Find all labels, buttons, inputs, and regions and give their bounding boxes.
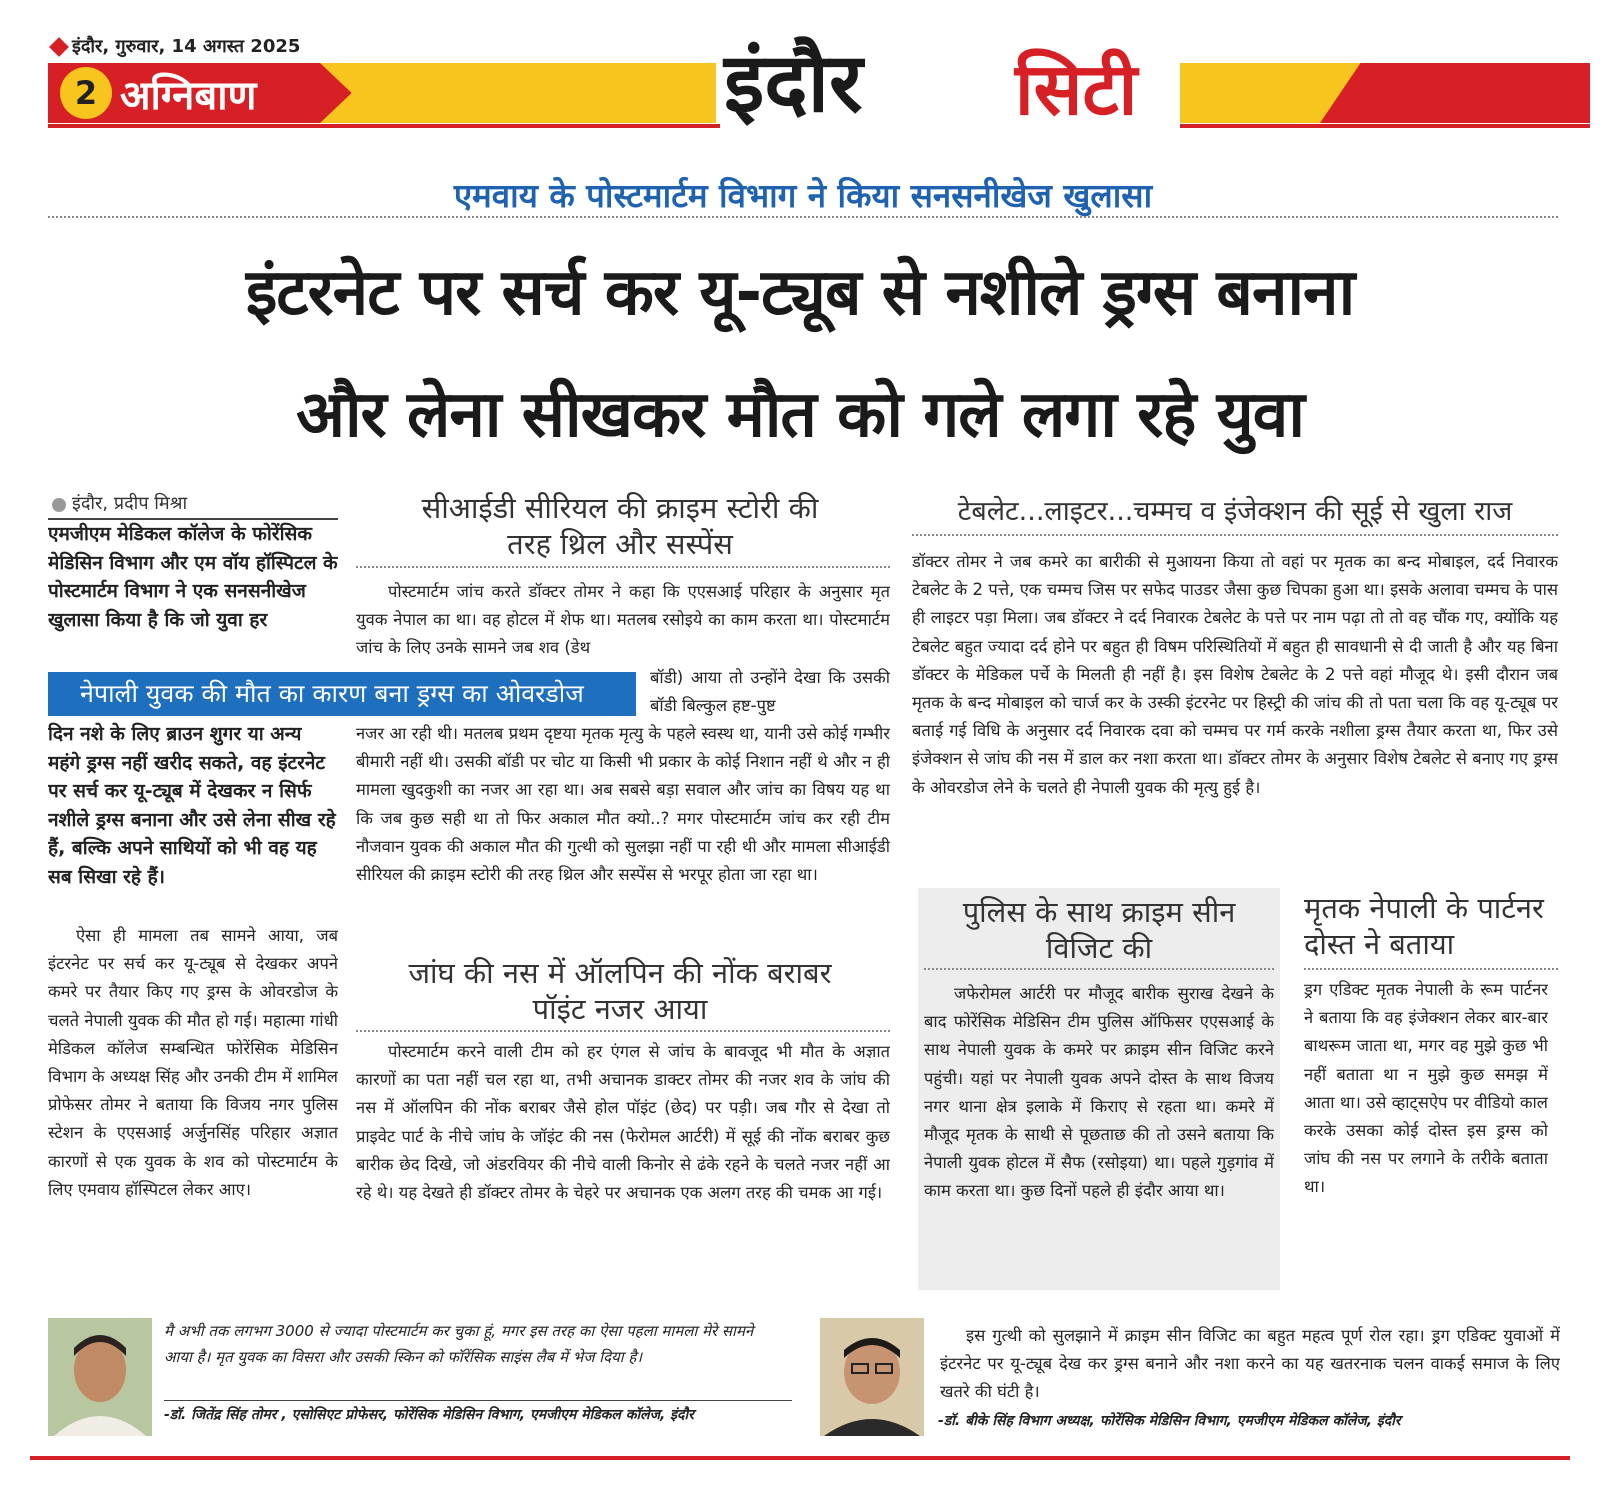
brand-logo: अग्निबाण <box>120 73 257 119</box>
kicker-divider <box>48 216 1558 218</box>
col2-subhead-1: सीआईडी सीरियल की क्राइम स्टोरी की तरह थ्रिल और सस्पेंस <box>421 491 819 561</box>
byline-bullet-icon <box>52 498 66 512</box>
police-box-rule <box>924 968 1274 970</box>
portrait-2-icon <box>820 1318 924 1436</box>
dateline-marker-icon <box>49 37 69 57</box>
section-title-indore: इंदौर <box>724 36 863 131</box>
col3-subhead: टेबलेट...लाइटर...चम्मच व इंजेक्शन की सूई से खुला राज <box>957 496 1513 527</box>
col2-subhead-1-rule <box>356 566 890 568</box>
quote1-attribution: -डॉ. जितेंद्र सिंह तोमर , एसोसिएट प्रोफेसर, फोरेंसिक मेडिसिन विभाग, एमजीएम मेडिकल कॉलेज, इंदौर <box>164 1407 694 1423</box>
col3-subhead-rule <box>912 534 1558 536</box>
headline-line-1: इंटरनेट पर सर्च कर यू-ट्यूब से नशीले ड्रग्स बनाना <box>245 256 1355 330</box>
headline-line-2: और लेना सीखकर मौत को गले लगा रहे युवा <box>296 378 1304 452</box>
highlight-banner <box>48 672 636 716</box>
police-box-subhead: पुलिस के साथ क्राइम सीन विजिट की <box>962 895 1236 965</box>
footer-rule <box>30 1456 1570 1460</box>
masthead-band-right-red <box>1320 63 1590 123</box>
quote1-rule <box>164 1400 792 1401</box>
police-box-para: जफेरोमल आर्टरी पर मौजूद बारीक सुराख देखने के बाद फोरेंसिक मेडिसिन टीम पुलिस ऑफिसर एएसआई के साथ नेपाली युवक के कमरे पर क्राइम सीन विजिट करने पहुंची। यहां पर नेपाली युवक अपने दोस्त के साथ विजय नगर थाना क्षेत्र इलाके में किराए से रहता था। कमरे में मौजूद मृतक के साथी से पूछताछ की तो उसने बताया कि नेपाली युवक होटल में सैफ (रसोइया) था। पहले गुड़गांव में काम करता था। कुछ दिनों पहले ही इंदौर आया था। <box>924 984 1274 1201</box>
dateline: इंदौर, गुरुवार, 14 अगस्त 2025 <box>72 36 301 57</box>
col3-para: डॉक्टर तोमर ने जब कमरे का बारीकी से मुआयना किया तो वहां पर मृतक का बन्द मोबाइल, दर्द निवारक टेबलेट के 2 पत्ते, एक चम्मच जिस पर सफेद पाउडर जैसा कुछ चिपका हुआ था। इसके अलावा चम्मच के पास ही लाइटर पड़ा मिला। जब डॉक्टर ने दर्द निवारक टेबलेट के पत्ते पर नाम पढ़ा तो तो वह चौंक गए, क्योंकि यह टेबलेट बहुत ज्यादा दर्द होने पर बहुत ही विषम परिस्थितियों में बहुत ही सावधानी से दी जाती है और यह बिना डॉक्टर के मेडिकल पर्चे के मिलती ही नहीं है। इस विशेष टेबलेट के 2 पत्ते वहां मौजूद थे। इसी दौरान जब मृतक के बन्द मोबाइल को चार्ज कर के उस्की इंटरनेट पर हिस्ट्री की जांच की तो पता चला कि वह यू-ट्यूब पर बताई गई विधि के अनुसार दर्द निवारक दवा को चम्मच पर गर्म करके नशीला ड्रग्स तैयार करता था, फिर उसे इंजेक्शन से जांघ की नस में डाल कर नशा करता था। डॉक्टर तोमर के अनुसार विशेष टेबलेट से बनाए गए ड्रग्स के ओवरडोज लेने के चलते ही नेपाली युवक की मृत्यु हुई है। <box>912 552 1558 797</box>
col1-body: ऐसा ही मामला तब सामने आया, जब इंटरनेट पर सर्च कर यू-ट्यूब से देखकर अपने कमरे पर तैयार किए गए ड्रग्स के ओवरडोज के चलते नेपाली युवक की मौत हो गई। महात्मा गांधी मेडिकल कॉलेज सम्बन्धित फोरेंसिक मेडिसिन विभाग के अध्यक्ष सिंह और उनकी टीम में शामिल प्रोफेसर तोमर ने बताया कि विजय नगर पुलिस स्टेशन के एएसआई अर्जुनसिंह परिहार अज्ञात कारणों से एक युवक के शव को पोस्टमार्टम के लिए एमवाय हॉस्पिटल लेकर आए। <box>48 926 338 1199</box>
col2-para-2: पोस्टमार्टम करने वाली टीम को हर एंगल से जांच के बावजूद भी मौत के अज्ञात कारणों का पता नहीं चल रहा था, तभी अचानक डाक्टर तोमर की नजर शव के जांघ की नस में ऑलपिन की नोंक बराबर जैसे होल पॉइंट (छेद) पर पड़ी। जब गौर से देखा तो प्राइवेट पार्ट के नीचे जांघ के जॉइंट की नस (फेरोमल आर्टरी) में सूई की नोंक बराबर कुछ बारीक छेद दिखे, जो अंडरवियर की नीचे वाली किनोर से ढंके रहने के चलते नजर नहीं आ रहे थे। यह देखते ही डॉक्टर तोमर के चेहरे पर अचानक एक अलग तरह की चमक आ गई। <box>356 1042 890 1203</box>
police-box <box>918 888 1280 1290</box>
col2-para-1-rest: नजर आ रही थी। मतलब प्रथम दृष्टया मृतक मृत्यु के पहले स्वस्थ था, यानी उसे कोई गम्भीर बीमारी नहीं थी। उसकी बॉडी पर चोट या किसी भी प्रकार के कोई निशान नहीं थे और न ही मामला खुदकुशी का नजर आ रहा था। अब सबसे बड़ा सवाल और जांच का विषय यह था कि जब कुछ सही था तो फिर अकाल मौत क्यो..? मगर पोस्टमार्टम जांच कर रही टीम नौजवान युवक की अकाल मौत की गुत्थी को सुलझा नहीं पा रही थी और मामला सीआईडी सीरियल की क्राइम स्टोरी की तरह थ्रिल और सस्पेंस से भरपूर होता जा रहा था। <box>356 724 890 885</box>
quote2-text: इस गुत्थी को सुलझाने में क्राइम सीन विजिट का बहुत महत्व पूर्ण रोल रहा। ड्रग एडिक्ट युवाओं में इंटरनेट पर यू-ट्यूब देख कर ड्रग्स बनाने और नशा करने का यह खतरनाक चलन वाकई समाज के लिए खतरे की घंटी है। <box>940 1326 1560 1402</box>
highlight-banner-text: नेपाली युवक की मौत का कारण बना ड्रग्स का ओवरडोज <box>80 679 584 708</box>
portrait-1-icon <box>48 1318 152 1436</box>
col2-subhead-2-rule <box>356 1030 890 1032</box>
col1-lede-top: एमजीएम मेडिकल कॉलेज के फोरेंसिक मेडिसिन विभाग और एम वॉय हॉस्पिटल के पोस्टमार्टम विभाग ने एक सनसनीखेज खुलासा किया है कि जो युवा हर <box>48 523 338 631</box>
section-title-city: सिटी <box>1015 47 1138 131</box>
col1-lede-bottom: दिन नशे के लिए ब्राउन शुगर या अन्य महंगे ड्रग्स नहीं खरीद सकते, वह इंटरनेट पर सर्च कर यू-ट्यूब में देखकर न सिर्फ नशीले ड्रग्स बनाना और उसे लेना सीख रहे हैं, बल्कि अपने साथियों को भी वह यह सब सिखा रहे हैं। <box>48 723 336 888</box>
page-number-text: 2 <box>74 74 98 112</box>
masthead <box>0 0 1600 130</box>
masthead-yellow-band <box>320 63 716 123</box>
col2-subhead-2: जांघ की नस में ऑलपिन की नोंक बराबर पॉइंट नजर आया <box>408 956 832 1026</box>
quote2-attribution: -डॉ. बीके सिंह विभाग अध्यक्ष, फोरेंसिक मेडिसिन विभाग, एमजीएम मेडिकल कॉलेज, इंदौर <box>938 1413 1401 1429</box>
col2-para-1-top: पोस्टमार्टम जांच करते डॉक्टर तोमर ने कहा कि एएसआई परिहार के अनुसार मृत युवक नेपाल का था। वह होटल में शेफ था। मतलब रसोइये का काम करता था। पोस्टमार्टम जांच के लिए उनके सामने जब शव (डेथ <box>356 582 890 658</box>
partner-subhead: मृतक नेपाली के पार्टनर दोस्त ने बताया <box>1304 891 1544 961</box>
quote2-photo <box>820 1318 924 1436</box>
byline: इंदौर, प्रदीप मिश्रा <box>72 493 188 514</box>
quote1-photo <box>48 1318 152 1436</box>
partner-subhead-rule <box>1304 968 1558 970</box>
quote1-text: मै अभी तक लगभग 3000 से ज्यादा पोस्टमार्टम कर चुका हूं, मगर इस तरह का ऐसा पहला मामला मेरे सामने आया है। मृत युवक का विसरा और उसकी स्किन को फॉरेंसिक साइंस लैब में भेज दिया है। <box>164 1322 754 1366</box>
kicker: एमवाय के पोस्टमार्टम विभाग ने किया सनसनीखेज खुलासा <box>453 176 1153 215</box>
partner-para: ड्रग एडिक्ट मृतक नेपाली के रूम पार्टनर ने बताया कि वह इंजेक्शन लेकर बार-बार बाथरूम जाता था, मगर वह मुझे कुछ भी नहीं बताता था न मुझे कुछ समझ में आता था। उसे व्हाट्सऐप पर वीडियो काल करके उसका कोई दोस्त इस ड्रग्स को जांघ की नस पर लगाने के तरीके बताता था। <box>1304 980 1548 1197</box>
page-number <box>60 67 112 119</box>
col2-para-1-side: बॉडी) आया तो उन्होंने देखा कि उसकी बॉडी बिल्कुल हष्ट-पुष्ट <box>650 668 890 716</box>
